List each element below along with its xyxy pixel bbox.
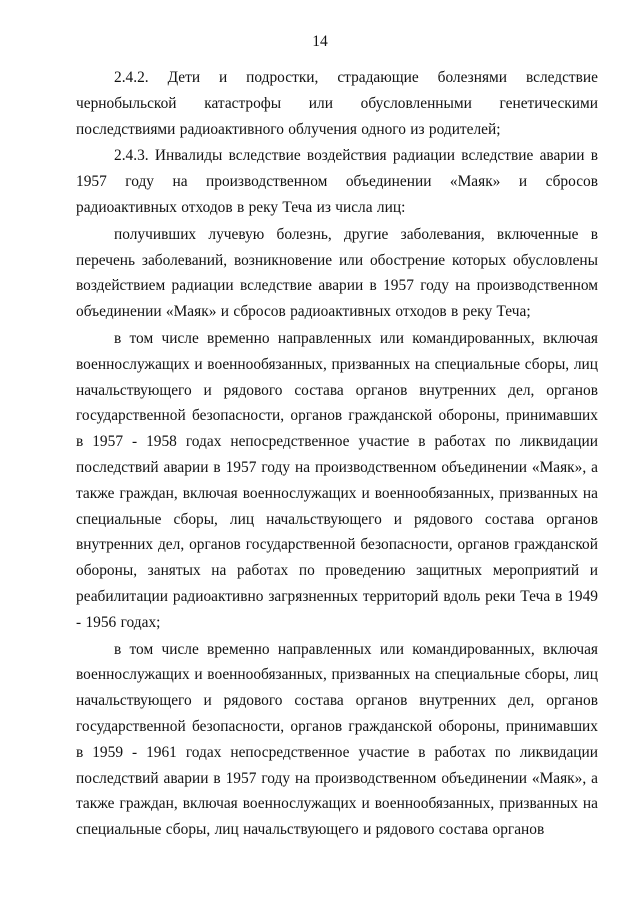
paragraph-2-4-2: 2.4.2. Дети и подростки, страдающие болезнями вследствие чернобыльской катастрофы или обусловленными генетическими последствиями радиоактивного облучения одного из родителей; <box>76 69 598 138</box>
paragraph-2-4-3: 2.4.3. Инвалиды вследствие воздействия радиации вследствие аварии в 1957 году на производственном объединении «Маяк» и сбросов радиоактивных отходов в реку Теча из числа лиц: <box>76 147 598 216</box>
paragraph-liquidation-1957-1958: в том числе временно направленных или командированных, включая военнослужащих и военнообязанных, призванных на специальные сборы, лиц начальствующего и рядового состава органов внутренних дел, органов государственной безопасности, органов гражданской обороны, принимавших в 1957 - 1958 годах непосредственное участие в работах по ликвидации последствий аварии в 1957 году на производственном объединении «Маяк», а также граждан, включая военнослужащих и военнообязанных, призванных на специальные сборы, лиц начальствующего и рядового состава органов внутренних дел, органов государственной безопасности, органов гражданской обороны, занятых на работах по проведению защитных мероприятий и реабилитации радиоактивно загрязненных территорий вдоль реки Теча в 1949 - 1956 годах; <box>76 329 598 631</box>
document-body <box>76 65 598 843</box>
paragraph-liquidation-1959-1961: в том числе временно направленных или командированных, включая военнослужащих и военнообязанных, призванных на специальные сборы, лиц начальствующего и рядового состава органов внутренних дел, органов государственной безопасности, органов гражданской обороны, принимавших в 1959 - 1961 годах непосредственное участие в работах по ликвидации последствий аварии в 1957 году на производственном объединении «Маяк», а также граждан, включая военнослужащих и военнообязанных, призванных на специальные сборы, лиц начальствующего и рядового состава органов <box>76 640 598 839</box>
page-number: 14 <box>312 33 328 50</box>
paragraph-radiation-sickness: получивших лучевую болезнь, другие заболевания, включенные в перечень заболеваний, возникновение или обострение которых обусловлены воздействием радиации вследствие аварии в 1957 году на производственном объединении «Маяк» и сбросов радиоактивных отходов в реку Теча; <box>76 225 598 321</box>
